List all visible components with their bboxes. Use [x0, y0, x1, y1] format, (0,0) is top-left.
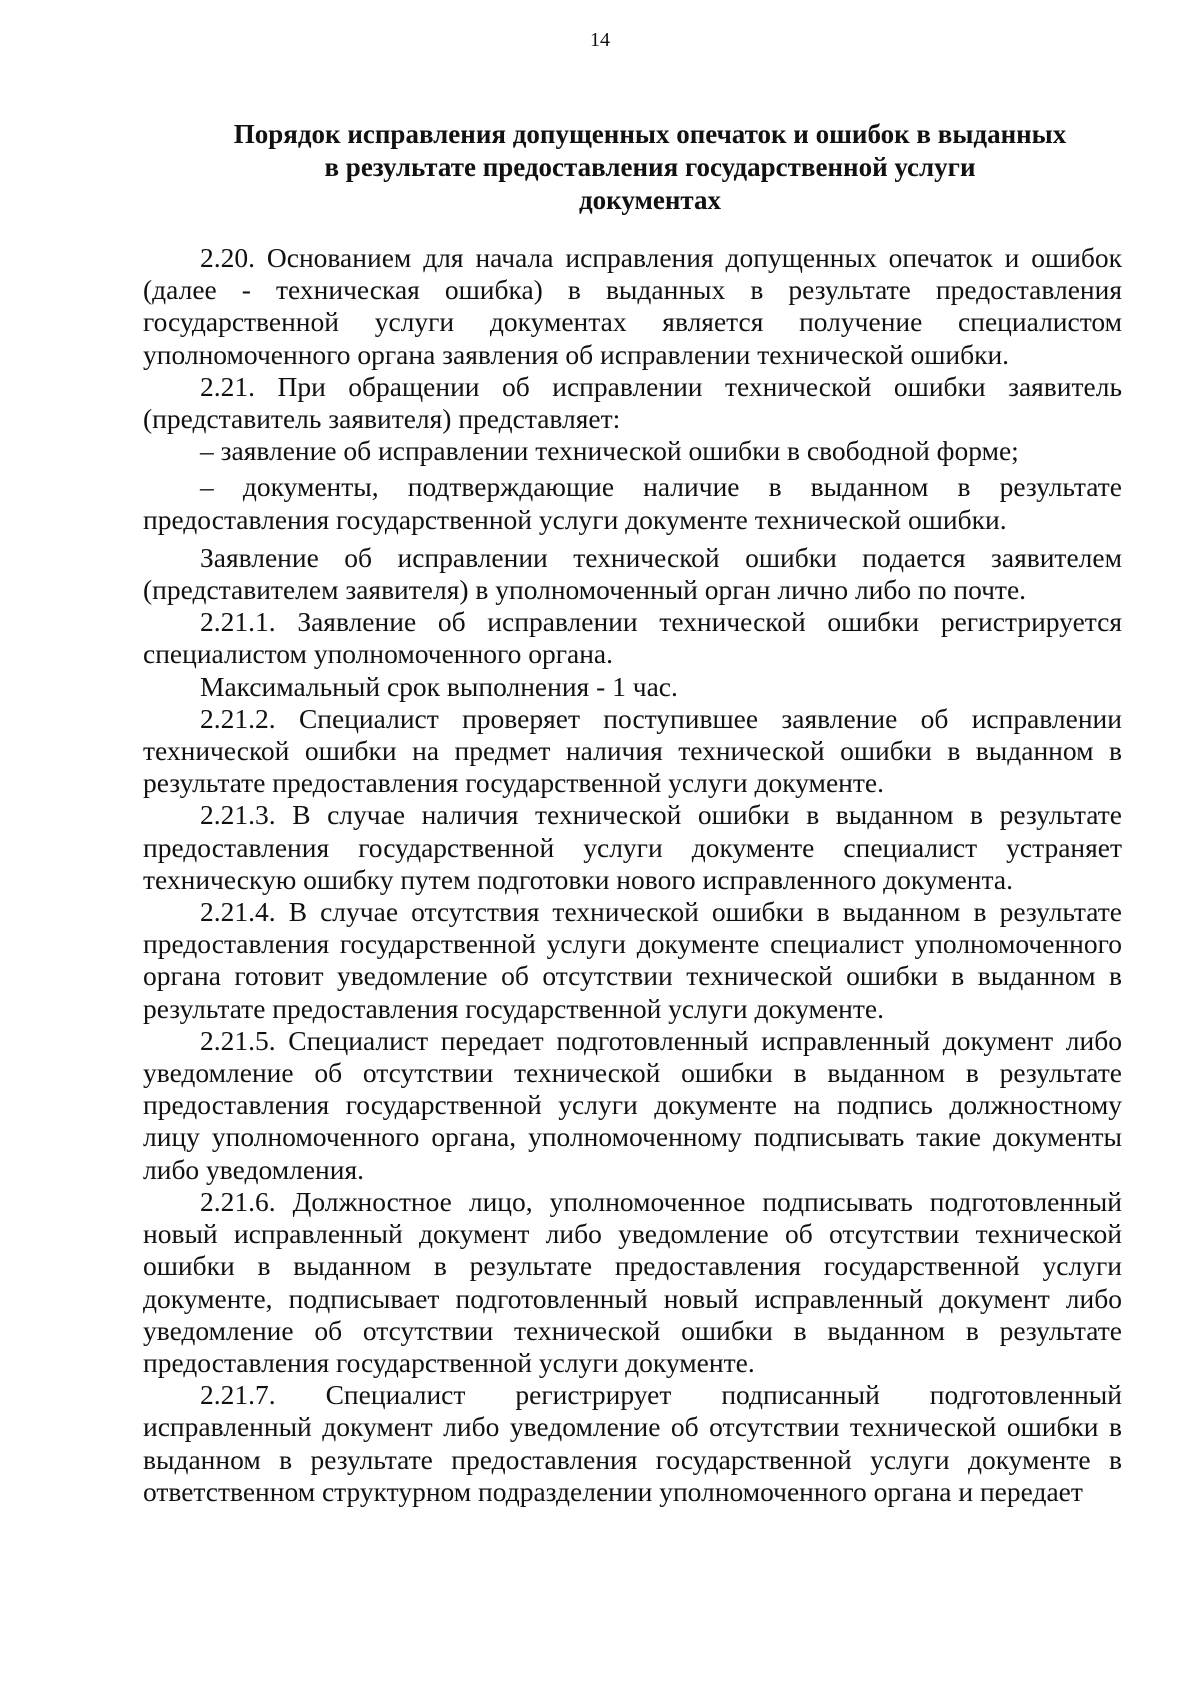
paragraph-2-21-7: 2.21.7. Специалист регистрирует подписанный подготовленный исправленный документ либо уведомление об отсутствии технической ошибки в выданном в результате предоставления государственной услуги документе в ответственном структурном подразделении уполномоченного органа и передает [143, 1379, 1122, 1507]
page-number: 14 [590, 29, 610, 51]
paragraph-2-21: 2.21. При обращении об исправлении технической ошибки заявитель (представитель заявителя) представляет: [143, 370, 1122, 435]
paragraph-2-21-3: 2.21.3. В случае наличия технической ошибки в выданном в результате предоставления государственной услуги документе специалист устраняет техническую ошибку путем подготовки нового исправленного документа. [143, 799, 1122, 895]
list-item-application: – заявление об исправлении технической ошибки в свободной форме; [200, 435, 1019, 467]
paragraph-2-21-1: 2.21.1. Заявление об исправлении технической ошибки регистрируется специалистом уполномоченного органа. [143, 606, 1122, 670]
section-title-line-3: документах [578, 185, 721, 215]
paragraph-2-21-6: 2.21.6. Должностное лицо, уполномоченное подписывать подготовленный новый исправленный документ либо уведомление об отсутствии технической ошибки в выданном в результате предоставления государственной услуги документе, подписывает подготовленный новый исправленный документ либо уведомление об отсутствии технической ошибки в выданном в результате предоставления государственной услуги документе. [143, 1185, 1122, 1378]
paragraph-application-submission: Заявление об исправлении технической ошибки подается заявителем (представителем заявителя) в уполномоченный орган лично либо по почте. [143, 541, 1122, 606]
paragraph-2-20: 2.20. Основанием для начала исправления допущенных опечаток и ошибок (далее - техническая ошибка) в выданных в результате предоставления государственной услуги документах является получение специалистом уполномоченного органа заявления об исправлении технической ошибки. [143, 242, 1122, 370]
section-title-line-2: в результате предоставления государственной услуги [324, 152, 976, 182]
section-title [150, 118, 1150, 217]
section-title-line-1: Порядок исправления допущенных опечаток и ошибок в выданных [233, 119, 1067, 149]
list-item-documents: – документы, подтверждающие наличие в выданном в результате предоставления государственной услуги документе технической ошибки. [143, 471, 1122, 535]
document-body [143, 242, 1122, 1508]
paragraph-2-21-2: 2.21.2. Специалист проверяет поступившее заявление об исправлении технической ошибки на предмет наличия технической ошибки в выданном в результате предоставления государственной услуги документе. [143, 702, 1122, 799]
paragraph-2-21-5: 2.21.5. Специалист передает подготовленный исправленный документ либо уведомление об отсутствии технической ошибки в выданном в результате предоставления государственной услуги документе на подпись должностному лицу уполномоченного органа, уполномоченному подписывать такие документы либо уведомления. [143, 1024, 1122, 1185]
paragraph-2-21-4: 2.21.4. В случае отсутствия технической ошибки в выданном в результате предоставления государственной услуги документе специалист уполномоченного органа готовит уведомление об отсутствии технической ошибки в выданном в результате предоставления государственной услуги документе. [143, 896, 1122, 1024]
paragraph-max-time: Максимальный срок выполнения - 1 час. [200, 670, 678, 702]
